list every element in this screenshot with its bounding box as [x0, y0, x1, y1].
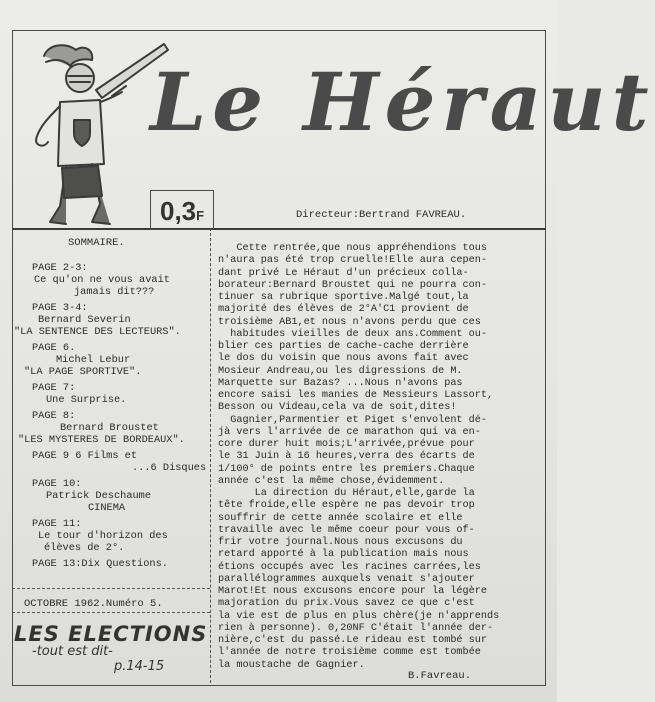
article-line: l'année de notre troisième comme est tombée [218, 647, 481, 659]
toc-page: PAGE 3-4: [32, 302, 88, 314]
table-of-contents [14, 262, 219, 574]
issue-divider [12, 612, 210, 613]
article-line: troisième AB1,et nous n'avons perdu que ces [218, 316, 481, 328]
article-line: nière,c'est du passé.Le rideau est tombé sur [218, 635, 487, 646]
article-line: Gagnier,Parmentier et Piget s'envolent dé- [218, 414, 487, 426]
elections-note [14, 622, 210, 674]
article-line: la moustache de Gagnier. [218, 659, 365, 671]
toc-entry [14, 302, 219, 338]
article-line: majoration du prix.Vous savez ce que c'est [218, 598, 475, 610]
article-line: travaille avec le même coeur pour vous of- [218, 524, 475, 536]
article-line: frir votre journal.Nous nous excusons du [218, 537, 463, 548]
toc-line: Ce qu'on ne vous avait [34, 274, 170, 286]
elections-subline: -tout est dit- [32, 644, 113, 659]
issue-date: OCTOBRE 1962.Numéro 5. [24, 598, 163, 610]
article-line: core durer huit mois;L'arrivée,prévue pour [218, 439, 475, 450]
toc-entry [14, 382, 219, 406]
article-line: le dos du voisin que nous avons fait avec [218, 353, 469, 365]
toc-line: Le tour d'horizon des [38, 530, 168, 542]
toc-line: élèves de 2°. [44, 542, 125, 554]
article-line: Marot!Et nous excusons encore pour la légère [218, 586, 487, 597]
article-line: encore saisi les manies de Messieurs Lassort, [218, 390, 494, 401]
toc-page: PAGE 10: [32, 478, 82, 490]
toc-entry [14, 450, 219, 474]
toc-entry [14, 478, 219, 514]
article-line: tinuer sa rubrique sportive.Malgé tout,la [218, 292, 469, 303]
toc-line: Bernard Broustet [60, 422, 159, 434]
toc-entry [14, 262, 219, 298]
article-line: La direction du Héraut,elle,garde la [218, 488, 475, 499]
toc-page: PAGE 6. [32, 342, 76, 354]
masthead-divider [12, 228, 546, 230]
toc-page: PAGE 11: [32, 518, 82, 530]
toc-page: PAGE 9 6 Films et [32, 450, 138, 462]
article-line: la vie est de plus en plus chère(je n'apprends [218, 610, 500, 622]
article-line: le 31 Juin à 16 heures,verra des écarts de [218, 451, 475, 463]
toc-line: CINEMA [88, 502, 126, 514]
toc-page: PAGE 2-3: [32, 262, 88, 274]
price-value: 0,3 [160, 196, 197, 226]
article-line: borateur:Bernard Broustet qui ne pourra con- [218, 279, 487, 291]
toc-entry [14, 518, 219, 554]
toc-line: Michel Lebur [56, 354, 131, 366]
article-line: souffrir de cette année scolaire et elle [218, 512, 463, 524]
elections-pages: p.14-15 [114, 659, 165, 674]
article-line: parallélogrammes auxquels venait s'ajouter [218, 573, 475, 585]
toc-line: "LES MYSTERES DE BORDEAUX". [18, 434, 185, 446]
toc-line: "LA SENTENCE DES LECTEURS". [14, 326, 181, 338]
toc-entry [14, 342, 219, 378]
toc-line: Bernard Severin [38, 314, 131, 326]
toc-line: "LA PAGE SPORTIVE". [24, 366, 142, 378]
toc-page: PAGE 7: [32, 382, 76, 394]
article-signature: B.Favreau. [408, 670, 472, 682]
toc-entry [14, 410, 219, 446]
elections-headline: LES ELECTIONS [14, 622, 208, 646]
toc-line: jamais dit??? [74, 286, 155, 298]
article-line: blier ces parties de cache-cache derrière [218, 341, 469, 352]
price-label [160, 196, 204, 227]
sommaire-heading: SOMMAIRE. [68, 237, 125, 249]
article-line: année c'est la même chose,évidemment. [218, 475, 445, 487]
toc-page: PAGE 8: [32, 410, 76, 422]
editorial-article [218, 243, 548, 672]
toc-page: PAGE 13:Dix Questions. [32, 558, 168, 570]
article-line: n'aura pas été trop cruelle!Elle aura cepen- [218, 255, 487, 267]
article-line: retard apporté à la publication mais nous [218, 549, 469, 561]
toc-line: Patrick Deschaume [46, 490, 152, 502]
article-line: Mosieur Andreau,ou les digressions de M. [218, 365, 463, 377]
article-line: habitudes vieilles de deux ans.Comment ou- [218, 328, 487, 340]
article-line: majorité des élèves de 2°A'C1 provient de [218, 304, 469, 316]
toc-line: ...6 Disques [132, 462, 207, 474]
article-line: tête froide,elle espère ne pas devoir trop [218, 500, 475, 512]
toc-line: Une Surprise. [46, 394, 127, 406]
article-line: Marquette sur Bazas? ...Nous n'avons pas [218, 377, 463, 389]
article-line: dant privé Le Héraut d'un précieux colla- [218, 267, 469, 279]
article-line: rien à personne). 0,20NF C'était l'année der- [218, 622, 494, 634]
toc-entry [14, 558, 219, 570]
sommaire-divider [12, 588, 210, 589]
price-unit: F [196, 208, 205, 223]
article-line: Besson ou Videau,cela va de soit,dites! [218, 402, 457, 414]
article-line: jà vers l'arrivée de ce marathon qui va en- [218, 426, 481, 438]
article-line: étions occupés avec les racines carrées,les [218, 561, 481, 573]
newspaper-title: Le Héraut [150, 55, 655, 149]
director-line: Directeur:Bertrand FAVREAU. [296, 209, 467, 221]
article-line: Cette rentrée,que nous appréhendions tous [218, 243, 487, 254]
article-line: 1/100° de points entre les premiers.Chaque [218, 463, 475, 475]
